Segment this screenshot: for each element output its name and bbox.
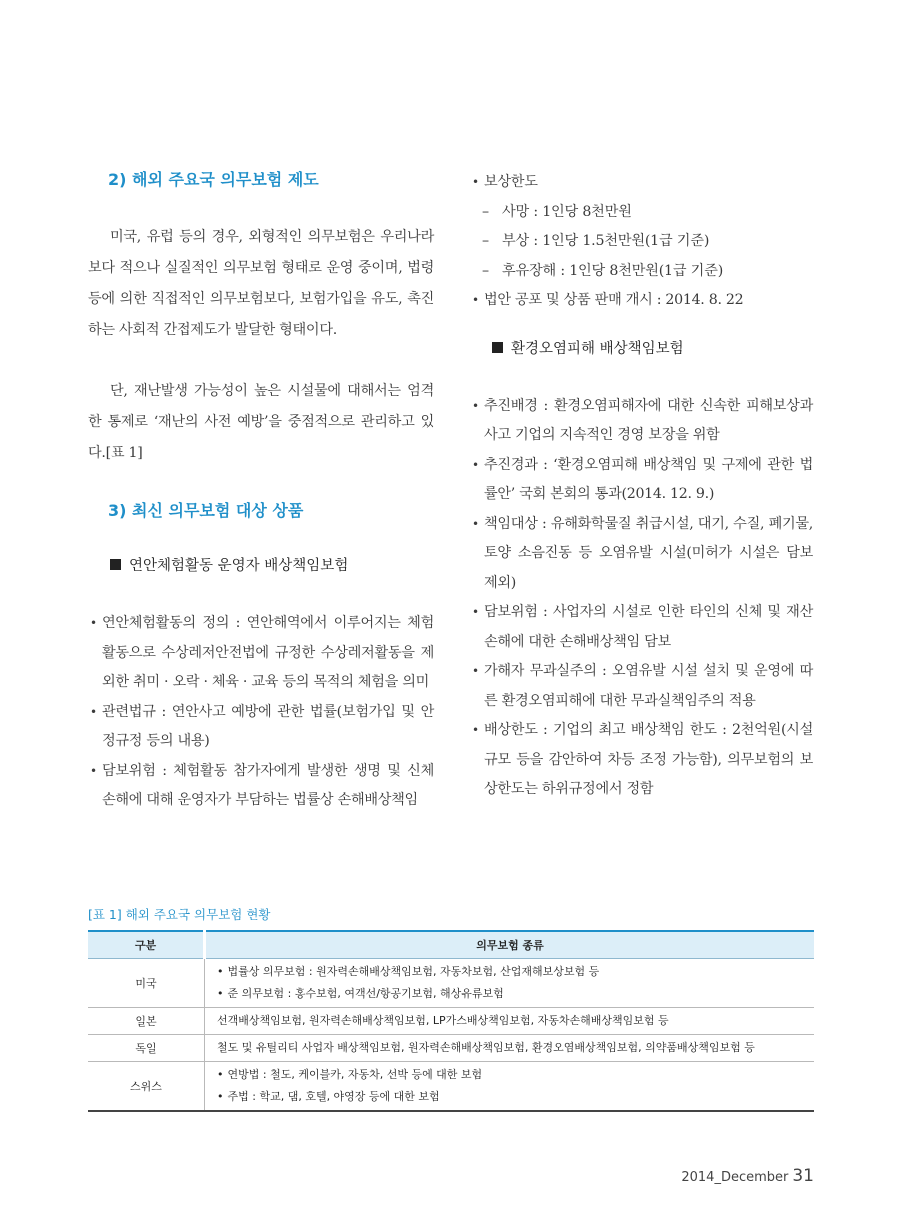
cell-line — [217, 1064, 814, 1086]
square-bullet-icon — [492, 342, 503, 353]
cell-text: 준 의무보험 : 홍수보험, 여객선/항공기보험, 해상유류보험 — [227, 987, 504, 1000]
bullet-icon: • — [217, 1090, 224, 1103]
issue-label: 2014_December — [681, 1170, 789, 1185]
list-item — [88, 609, 434, 698]
list-item — [470, 286, 813, 316]
bullet-icon: • — [472, 398, 479, 413]
header-category: 구분 — [88, 931, 205, 959]
cell-text: 철도 및 유틸리티 사업자 배상책임보험, 원자력손해배상책임보험, 환경오염배상책임보험, 의약품배상책임보험 등 — [217, 1041, 755, 1054]
list-item-text: 보상한도 — [484, 174, 538, 190]
dash-item-text: 후유장해 : 1인당 8천만원(1급 기준) — [502, 262, 724, 279]
types-cell — [205, 959, 815, 1008]
bullet-icon: • — [90, 763, 97, 778]
list-item — [470, 657, 813, 716]
dash-icon: – — [482, 262, 489, 279]
list-item-text: 책임대상 : 유해화학물질 취급시설, 대기, 수질, 폐기물, 토양 소음진동 등 오염유발 시설(미허가 시설은 담보 제외) — [484, 515, 813, 591]
list-item — [470, 598, 813, 657]
table-row — [88, 1035, 814, 1062]
list-item-text: 연안체험활동의 정의 : 연안해역에서 이루어지는 체험활동으로 수상레저안전법에 규정한 수상레저활동을 제외한 취미 · 오락 · 체육 · 교육 등의 목적의 체험을 의미 — [102, 615, 434, 690]
bullet-icon: • — [90, 616, 97, 630]
bullet-icon: • — [217, 965, 224, 978]
bullet-icon: • — [217, 987, 224, 1000]
cell-text: 법률상 의무보험 : 원자력손해배상책임보험, 자동차보험, 산업재해보상보험 등 — [227, 965, 600, 978]
list-item — [88, 698, 434, 757]
page-number: 31 — [792, 1166, 814, 1186]
bullet-icon: • — [472, 457, 479, 472]
list-item — [470, 451, 813, 510]
dash-item-text: 사망 : 1인당 8천만원 — [502, 203, 632, 220]
paragraph-text: 단, 재난발생 가능성이 높은 시설물에 대해서는 엄격한 통제로 ‘재난의 사전 예방’을 중점적으로 관리하고 있다.[표 1] — [88, 383, 434, 461]
list-item — [470, 168, 813, 198]
right-column — [470, 168, 813, 805]
bullet-icon: • — [472, 723, 479, 737]
bullet-icon: • — [217, 1068, 224, 1081]
bullet-icon: • — [90, 704, 97, 719]
list-item-text: 배상한도 : 기업의 최고 배상책임 한도 : 2천억원(시설 규모 등을 감안하여 차등 조정 가능함), 의무보험의 보상한도는 하위규정에서 정함 — [484, 722, 813, 797]
table-row — [88, 1008, 814, 1035]
list-item-text: 추진배경 : 환경오염피해자에 대한 신속한 피해보상과 사고 기업의 지속적인 경영 보장을 위함 — [484, 397, 813, 443]
types-cell — [205, 1062, 815, 1112]
cell-line — [217, 983, 814, 1005]
cell-text: 연방법 : 철도, 케이블카, 자동차, 선박 등에 대한 보험 — [227, 1068, 483, 1081]
subsection-title-coastal — [110, 553, 434, 579]
list-item — [470, 392, 813, 451]
dash-icon: – — [482, 233, 489, 249]
cell-text: 선객배상책임보험, 원자력손해배상책임보험, LP가스배상책임보험, 자동차손해배상책임보험 등 — [217, 1014, 669, 1027]
dash-item-text: 부상 : 1인당 1.5천만원(1급 기준) — [502, 233, 710, 249]
table-caption: [표 1] 해외 주요국 의무보험 현황 — [88, 907, 271, 922]
subsection-title-environment — [492, 336, 813, 362]
table-row — [88, 959, 814, 1008]
limit-list — [470, 168, 813, 198]
dash-item — [470, 227, 813, 257]
cell-line — [217, 961, 814, 983]
paragraph-text: 미국, 유럽 등의 경우, 외형적인 의무보험은 우리나라보다 적으나 실질적인 의무보험 형태로 운영 중이며, 법령 등에 의한 직접적인 의무보험보다, 보험가입을 유도, 촉진하는 사회적 간접제도가 발달한 형태이다. — [88, 229, 434, 338]
environment-bullet-list — [470, 392, 813, 805]
bullet-icon: • — [472, 175, 479, 189]
paragraph-overseas-overview — [88, 222, 434, 346]
bullet-icon: • — [472, 293, 479, 307]
list-item-text: 가해자 무과실주의 : 오염유발 시설 설치 및 운영에 따른 환경오염피해에 대한 무과실책임주의 적용 — [484, 663, 813, 709]
dash-item — [470, 257, 813, 287]
section-title-latest-products: 3) 최신 의무보험 대상 상품 — [108, 501, 304, 520]
types-cell — [205, 1035, 815, 1062]
header-insurance-types: 의무보험 종류 — [205, 931, 815, 959]
section-title-overseas: 2) 해외 주요국 의무보험 제도 — [108, 170, 319, 189]
subsection-label: 연안체험활동 운영자 배상책임보험 — [129, 558, 349, 574]
country-cell: 독일 — [88, 1035, 205, 1062]
paragraph-disaster-control — [88, 376, 434, 469]
insurance-table — [88, 930, 814, 1112]
list-item-text: 추진경과 : ‘환경오염피해 배상책임 및 구제에 관한 법률안’ 국회 본회의 통과(2014. 12. 9.) — [484, 456, 813, 502]
list-item — [470, 510, 813, 599]
bullet-icon: • — [472, 664, 479, 678]
cell-line — [217, 1086, 814, 1108]
list-item — [470, 716, 813, 805]
coastal-bullet-list — [88, 609, 434, 816]
list-item — [88, 757, 434, 816]
bullet-icon: • — [472, 516, 479, 531]
subsection-label: 환경오염피해 배상책임보험 — [511, 340, 684, 357]
list-item-text: 담보위험 : 사업자의 시설로 인한 타인의 신체 및 재산 손해에 대한 손해배상책임 담보 — [484, 604, 813, 650]
law-list — [470, 286, 813, 316]
list-item-text: 관련법규 : 연안사고 예방에 관한 법률(보험가입 및 안정규정 등의 내용) — [102, 703, 434, 749]
page-footer — [681, 1166, 814, 1186]
table-header-row — [88, 931, 814, 959]
dash-icon: – — [482, 203, 489, 220]
list-item-text: 담보위험 : 체험활동 참가자에게 발생한 생명 및 신체 손해에 대해 운영자가 부담하는 법률상 손해배상책임 — [102, 762, 434, 808]
limit-dash-list — [470, 198, 813, 287]
cell-text: 주법 : 학교, 댐, 호텔, 야영장 등에 대한 보험 — [227, 1090, 440, 1103]
types-cell — [205, 1008, 815, 1035]
bullet-icon: • — [472, 605, 479, 619]
country-cell: 일본 — [88, 1008, 205, 1035]
square-bullet-icon — [110, 559, 121, 570]
left-column — [88, 168, 434, 816]
table-row — [88, 1062, 814, 1112]
country-cell: 미국 — [88, 959, 205, 1008]
country-cell: 스위스 — [88, 1062, 205, 1112]
list-item-text: 법안 공포 및 상품 판매 개시 : 2014. 8. 22 — [484, 292, 744, 308]
dash-item — [470, 198, 813, 228]
